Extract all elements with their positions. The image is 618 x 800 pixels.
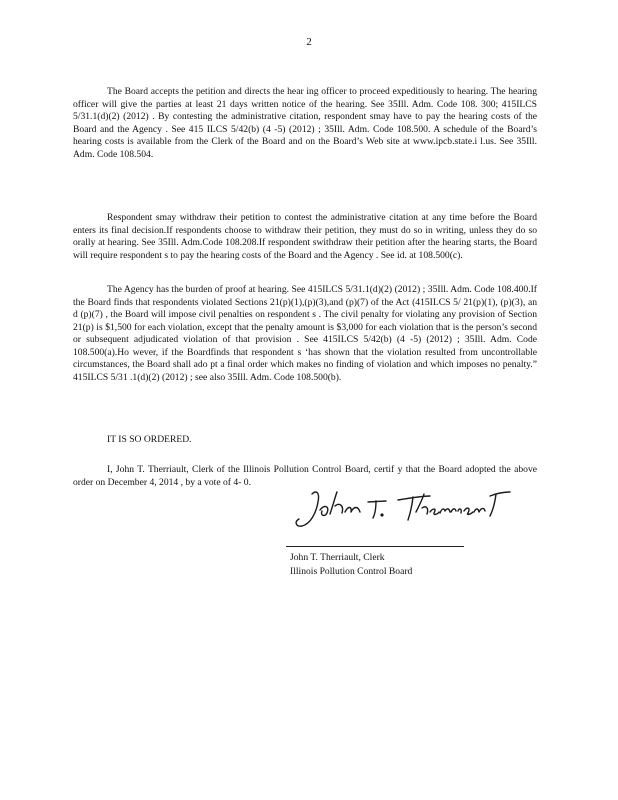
paragraph-withdraw-text: Respondent smay withdraw their petition to contest the administrative citation at any time before the Board enters its final decision.If respondents choose to withdraw their petition, they must do so in writing, unless they do so orally at hearing. See 35Ill. Adm.Code 108.208.If respondent swithdraw their petition after the hearing starts, the Board will require respondent s to pay the hearing costs of the Board and the Agency . See id. at 108.500(c). [73, 212, 537, 261]
paragraph-hearing [73, 86, 537, 161]
paragraph-hearing-text: The Board accepts the petition and directs the hear ing officer to proceed expeditiously to hearing. The hearing officer will give the parties at least 21 days written notice of the hearing. See 35Ill. Adm. Code 108. 300; 415ILCS 5/31.1(d)(2) (2012) . By contesting the administrative citation, respondent smay have to pay the hearing costs of the Board and the Agency . See 415 ILCS 5/42(b) (4 -5) (2012) ; 35Ill. Adm. Code 108.500. A schedule of the Board’s hearing costs is available from the Clerk of the Board and on the Board’s Web site at www.ipcb.state.i l.us. See 35Ill. Adm. Code 108.504. [73, 86, 537, 160]
page-number: 2 [306, 36, 312, 48]
so-ordered-line: IT IS SO ORDERED. [107, 434, 192, 445]
paragraph-burden-of-proof [73, 284, 537, 384]
clerk-block [290, 551, 412, 579]
certification-text: I, John T. Therriault, Clerk of the Illinois Pollution Control Board, certif y that the Board adopted the above order on December 4, 2014 , by a vote of 4- 0. [73, 464, 537, 488]
paragraph-withdraw [73, 212, 537, 262]
clerk-name: John T. Therriault, Clerk [290, 552, 385, 563]
clerk-organization: Illinois Pollution Control Board [290, 566, 413, 577]
signature-line [286, 546, 464, 547]
handwritten-signature [290, 484, 516, 536]
paragraph-burden-text: The Agency has the burden of proof at hearing. See 415ILCS 5/31.1(d)(2) (2012) ; 35Ill. Adm. Code 108.400.If the Board finds that respondents violated Sections 21(p)(1),(p)(3),and (p)(7) of the Act (415ILCS 5/ 21(p)(1), (p)(3), an d (p)(7) , the Board will impose civil penalties on respondent s . The civil penalty for violating any provision of Section 21(p) is $1,500 for each violation, except that the penalty amount is $3,000 for each violation that is the person’s second or subsequent adjudicated violation of that provision . See 415ILCS 5/42(b) (4 -5) (2012) ; 35Ill. Adm. Code 108.500(a).Ho wever, if the Boardfinds that respondent s ‘has shown that the violation resulted from uncontrollable circumstances, the Board shall ado pt a final order which makes no finding of violation and which imposes no penalty.” 415ILCS 5/31 .1(d)(2) (2012) ; see also 35Ill. Adm. Code 108.500(b). [73, 284, 537, 383]
